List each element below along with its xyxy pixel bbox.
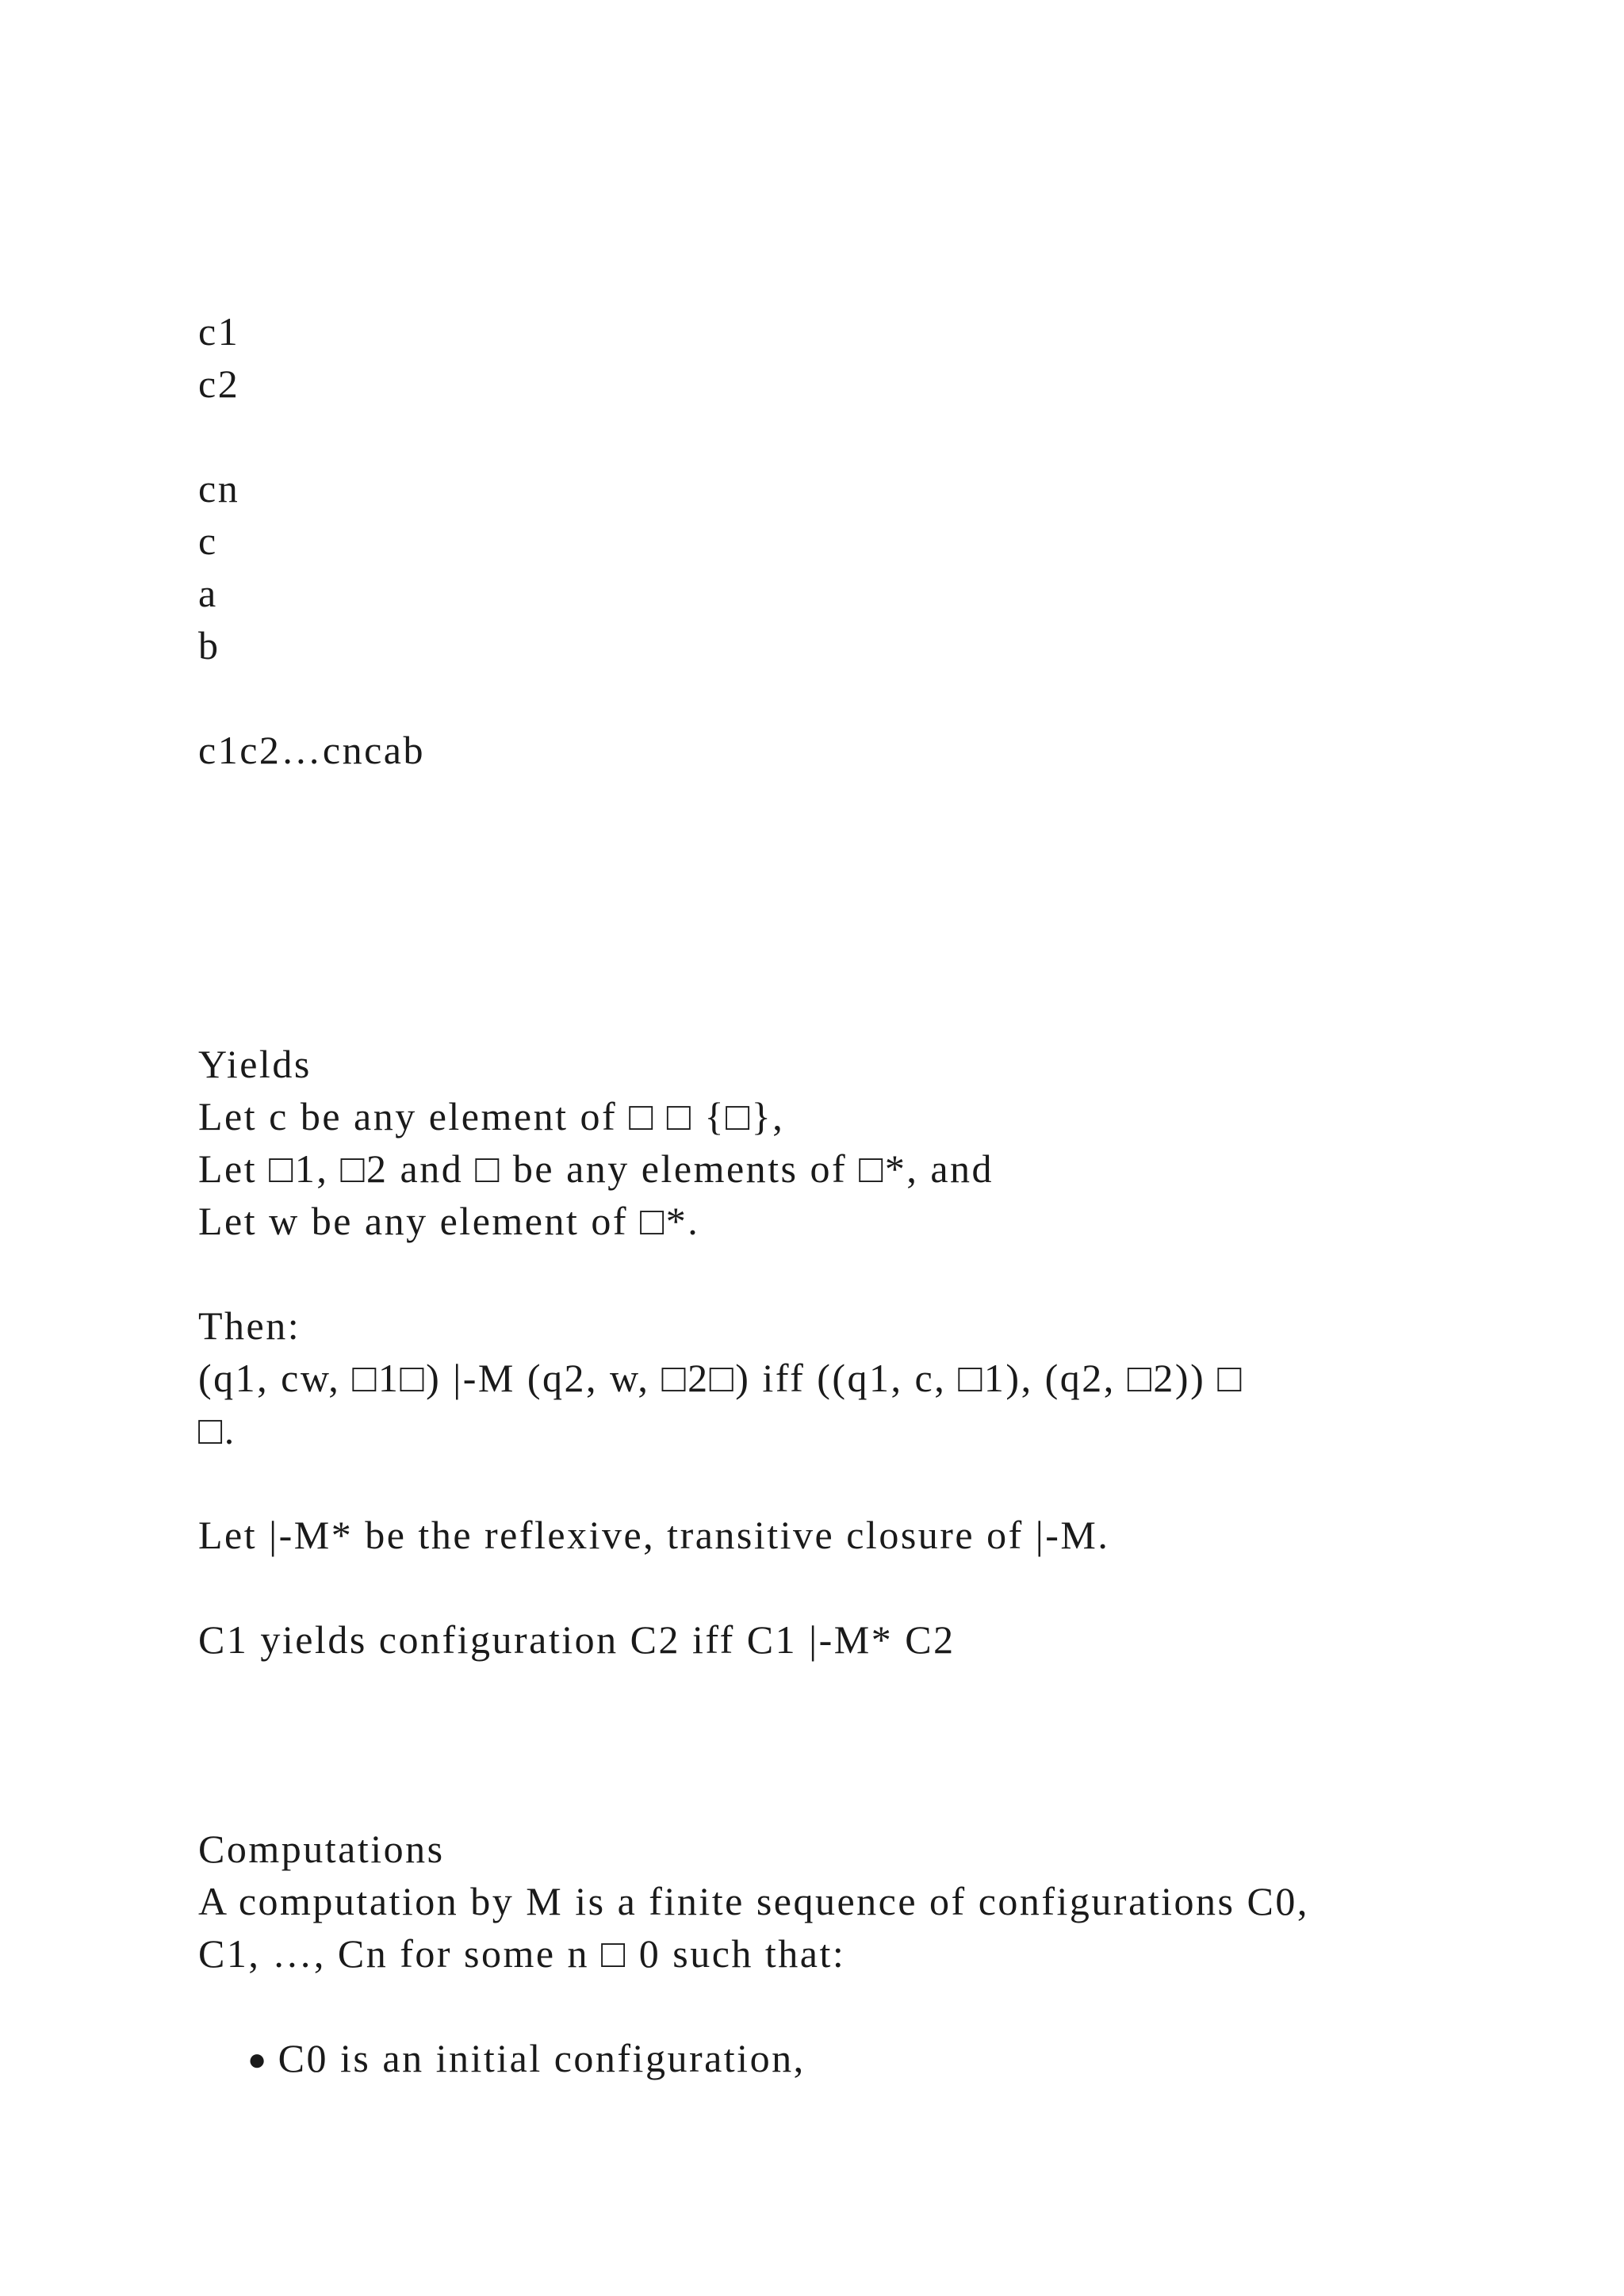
yields-let-elements-line: Let □1, □2 and □ be any elements of □*, and [198, 1146, 994, 1191]
transition-rule-line-1: (q1, cw, □1□) |-M (q2, w, □2□) iff ((q1, c, □1), (q2, □2)) □ [198, 1356, 1243, 1400]
computations-intro-line-1: A computation by M is a finite sequence of configurations C0, [198, 1879, 1309, 1923]
bullet-list-item [247, 2032, 806, 2086]
yields-heading: Yields [198, 1042, 312, 1086]
computations-heading: Computations [198, 1827, 445, 1871]
yields-let-c-line: Let c be any element of □ □ {□}, [198, 1094, 785, 1138]
transition-rule-line-2: □. [198, 1408, 236, 1452]
then-label: Then: [198, 1303, 301, 1348]
sequence-line-b: b [198, 623, 220, 668]
closure-definition: Let |-M* be the reflexive, transitive closure of |-M. [198, 1513, 1110, 1557]
sequence-line-cn: cn [198, 466, 240, 511]
sequence-line-c: c [198, 519, 218, 563]
yields-configuration-definition: C1 yields configuration C2 iff C1 |-M* C2 [198, 1617, 956, 1662]
computations-intro-line-2: C1, …, Cn for some n □ 0 such that: [198, 1931, 846, 1976]
sequence-line-a: a [198, 571, 218, 615]
sequence-concatenation: c1c2…cncab [198, 728, 425, 772]
sequence-line-c2: c2 [198, 362, 240, 406]
yields-let-w-line: Let w be any element of □*. [198, 1199, 700, 1243]
bullet-icon: ● [247, 2042, 269, 2077]
sequence-line-c1: c1 [198, 309, 240, 354]
bullet-text: C0 is an initial configuration, [278, 2036, 806, 2080]
